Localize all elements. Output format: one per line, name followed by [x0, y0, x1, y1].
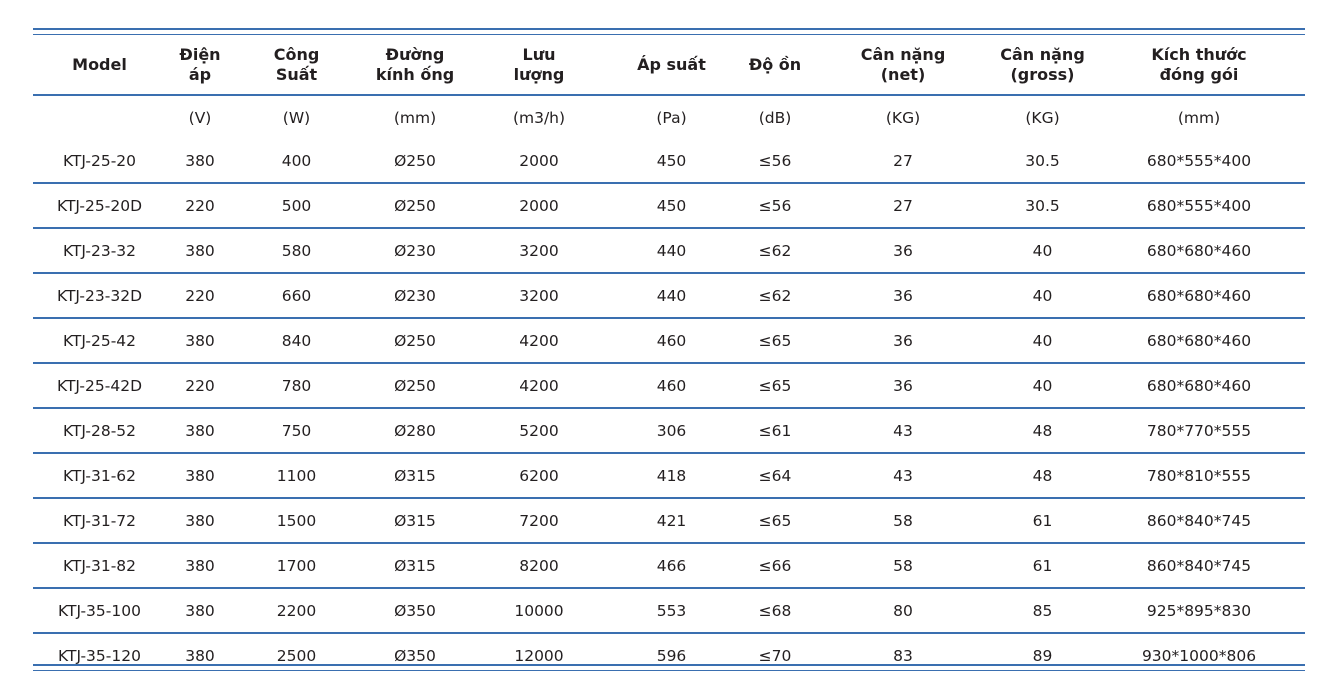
table-cell: 40 — [992, 318, 1093, 363]
table-cell: 680*680*460 — [1093, 318, 1305, 363]
table-row — [33, 273, 1305, 318]
top-rule-thin — [33, 34, 1305, 35]
table-cell: 680*555*400 — [1146, 151, 1252, 170]
table-cell: Ø350 — [359, 633, 471, 677]
table-cell: 27 — [893, 151, 913, 170]
table-cell: 4200 — [471, 363, 607, 408]
table-cell: 220 — [166, 183, 234, 228]
table-cell: 930*1000*806 — [1093, 633, 1305, 677]
table-cell: 220 — [166, 273, 234, 318]
model-cell: KTJ-25-20 — [62, 151, 137, 170]
table-cell: 80 — [814, 588, 992, 633]
table-cell: 89 — [992, 633, 1093, 677]
table-cell: ≤65 — [736, 498, 814, 543]
table-cell: 306 — [607, 408, 736, 453]
table-row — [33, 139, 1305, 183]
table-cell: 3200 — [471, 273, 607, 318]
table-cell: 418 — [607, 453, 736, 498]
table-cell: 466 — [607, 543, 736, 588]
unit-cell: (W) — [282, 108, 311, 127]
col-header-line1: Cân nặng — [1000, 45, 1085, 64]
table-cell: 8200 — [471, 543, 607, 588]
table-cell: 553 — [607, 588, 736, 633]
unit-cell: (KG) — [1025, 108, 1060, 127]
col-header-line1: Model — [72, 55, 127, 74]
table-cell: 10000 — [471, 588, 607, 633]
table-cell: ≤61 — [736, 408, 814, 453]
table-cell: ≤62 — [736, 273, 814, 318]
table-cell: 450 — [607, 183, 736, 228]
table-cell: 380 — [166, 588, 234, 633]
col-header-line1: Cân nặng — [860, 45, 946, 64]
table-cell: 5200 — [471, 408, 607, 453]
table-cell: Ø315 — [359, 453, 471, 498]
col-header-line1: Lưu — [522, 45, 556, 64]
unit-cell: (KG) — [885, 108, 921, 127]
model-cell: KTJ-25-42 — [33, 318, 166, 363]
table-cell: Ø350 — [359, 588, 471, 633]
table-cell: 780*810*555 — [1093, 453, 1305, 498]
model-cell: KTJ-25-42D — [33, 363, 166, 408]
table-cell: 380 — [166, 318, 234, 363]
table-cell: 40 — [992, 273, 1093, 318]
table-cell: 750 — [234, 408, 359, 453]
bottom-rule-thick — [33, 664, 1305, 666]
table-cell: 500 — [234, 183, 359, 228]
table-cell: 860*840*745 — [1093, 498, 1305, 543]
table-cell: Ø315 — [359, 498, 471, 543]
col-header-model — [33, 36, 166, 95]
col-header-line2: lượng — [513, 65, 565, 84]
table-cell: 1700 — [234, 543, 359, 588]
table-row — [33, 453, 1305, 498]
table-cell: 43 — [814, 453, 992, 498]
table-cell: 220 — [166, 363, 234, 408]
table-cell: 12000 — [471, 633, 607, 677]
unit-row — [33, 95, 1305, 139]
table-cell: 440 — [607, 228, 736, 273]
unit-cell: (dB) — [758, 108, 792, 127]
table-cell: 450 — [656, 151, 687, 170]
table-cell: 58 — [814, 543, 992, 588]
table-cell: 58 — [814, 498, 992, 543]
table-cell: 380 — [166, 453, 234, 498]
table-cell: Ø250 — [359, 363, 471, 408]
col-header-line2: Suất — [275, 65, 318, 84]
table-cell: 925*895*830 — [1093, 588, 1305, 633]
table-cell: 440 — [607, 273, 736, 318]
model-cell: KTJ-28-52 — [33, 408, 166, 453]
model-cell: KTJ-23-32 — [33, 228, 166, 273]
table-cell: 36 — [814, 273, 992, 318]
table-cell: Ø230 — [359, 273, 471, 318]
table-cell: 840 — [234, 318, 359, 363]
table-cell: 860*840*745 — [1093, 543, 1305, 588]
table-cell: ≤65 — [736, 318, 814, 363]
col-header-net-weight — [814, 36, 992, 95]
table-cell: Ø280 — [359, 408, 471, 453]
model-cell: KTJ-23-32D — [33, 273, 166, 318]
col-header-line2: đóng gói — [1159, 65, 1239, 84]
table-cell: 780*770*555 — [1093, 408, 1305, 453]
table-cell: Ø230 — [359, 228, 471, 273]
table-cell: 2200 — [234, 588, 359, 633]
unit-cell: (mm) — [393, 108, 437, 127]
table-cell: 61 — [992, 498, 1093, 543]
col-header-line2: kính ống — [375, 65, 455, 84]
unit-cell: (V) — [188, 108, 212, 127]
table-cell: 83 — [814, 633, 992, 677]
table-cell: Ø250 — [359, 183, 471, 228]
top-rule-thick — [33, 28, 1305, 30]
spec-table — [33, 36, 1305, 677]
table-cell: 3200 — [471, 228, 607, 273]
col-header-line2: (net) — [880, 65, 926, 84]
table-cell: 680*680*460 — [1093, 228, 1305, 273]
table-row — [33, 408, 1305, 453]
table-cell: 36 — [814, 318, 992, 363]
col-header-noise — [736, 36, 814, 95]
table-cell: 2000 — [471, 183, 607, 228]
table-cell: ≤68 — [736, 588, 814, 633]
table-cell: ≤56 — [736, 183, 814, 228]
table-row — [33, 543, 1305, 588]
header-row — [33, 36, 1305, 95]
model-cell: KTJ-35-100 — [33, 588, 166, 633]
model-cell: KTJ-31-62 — [33, 453, 166, 498]
table-row — [33, 318, 1305, 363]
table-cell: 43 — [814, 408, 992, 453]
table-cell: 380 — [166, 408, 234, 453]
unit-cell — [33, 95, 166, 139]
unit-cell: (mm) — [1177, 108, 1221, 127]
col-header-line2: (gross) — [1010, 65, 1075, 84]
table-cell: 780 — [234, 363, 359, 408]
table-cell: Ø250 — [359, 318, 471, 363]
table-row — [33, 228, 1305, 273]
table-cell: Ø315 — [359, 543, 471, 588]
table-cell: 596 — [607, 633, 736, 677]
table-cell: 2500 — [234, 633, 359, 677]
table-cell: 2000 — [519, 151, 559, 170]
col-header-line1: Áp suất — [637, 55, 706, 74]
table-cell: 7200 — [471, 498, 607, 543]
table-cell: Ø250 — [394, 151, 436, 170]
table-cell: ≤66 — [736, 543, 814, 588]
table-row — [33, 588, 1305, 633]
table-cell: 380 — [166, 228, 234, 273]
table-cell: 6200 — [471, 453, 607, 498]
model-cell: KTJ-31-82 — [33, 543, 166, 588]
col-header-airflow — [471, 36, 607, 95]
table-row — [33, 183, 1305, 228]
table-cell: 400 — [281, 151, 312, 170]
table-cell: 85 — [992, 588, 1093, 633]
table-row — [33, 498, 1305, 543]
col-header-line1: Điện — [179, 45, 221, 64]
table-cell: 680*555*400 — [1093, 183, 1305, 228]
table-cell: 40 — [992, 228, 1093, 273]
col-header-line1: Đường — [385, 45, 445, 64]
table-cell: 421 — [607, 498, 736, 543]
col-header-line1: Độ ồn — [748, 55, 802, 74]
table-cell: 460 — [607, 363, 736, 408]
table-cell: 61 — [992, 543, 1093, 588]
table-cell: ≤70 — [736, 633, 814, 677]
table-cell: 40 — [992, 363, 1093, 408]
table-cell: 36 — [814, 228, 992, 273]
table-cell: ≤65 — [736, 363, 814, 408]
table-cell: 460 — [607, 318, 736, 363]
table-row — [33, 363, 1305, 408]
table-cell: 660 — [234, 273, 359, 318]
col-header-line1: Kích thước — [1151, 45, 1247, 64]
col-header-power — [234, 36, 359, 95]
table-cell: 4200 — [471, 318, 607, 363]
table-cell: 580 — [234, 228, 359, 273]
table-cell: 680*680*460 — [1093, 273, 1305, 318]
col-header-package-size — [1093, 36, 1305, 95]
model-cell: KTJ-31-72 — [33, 498, 166, 543]
table-cell: 680*680*460 — [1093, 363, 1305, 408]
col-header-diameter — [359, 36, 471, 95]
bottom-rule-thin — [33, 670, 1305, 671]
col-header-gross-weight — [992, 36, 1093, 95]
table-cell: 1100 — [234, 453, 359, 498]
table-cell: ≤56 — [758, 151, 792, 170]
table-cell: 380 — [185, 151, 215, 170]
unit-cell: (Pa) — [656, 108, 687, 127]
table-cell: 380 — [166, 633, 234, 677]
unit-cell: (m3/h) — [512, 108, 566, 127]
col-header-line1: Công — [273, 45, 320, 64]
table-cell: 1500 — [234, 498, 359, 543]
table-cell: 30.5 — [992, 183, 1093, 228]
table-cell: ≤62 — [736, 228, 814, 273]
table-cell: 48 — [992, 408, 1093, 453]
table-cell: ≤64 — [736, 453, 814, 498]
table-cell: 48 — [992, 453, 1093, 498]
table-cell: 380 — [166, 498, 234, 543]
table-cell: 36 — [814, 363, 992, 408]
col-header-voltage — [166, 36, 234, 95]
col-header-pressure — [607, 36, 736, 95]
table-cell: 30.5 — [1025, 151, 1060, 170]
table-cell: 380 — [166, 543, 234, 588]
table-cell: 27 — [814, 183, 992, 228]
model-cell: KTJ-25-20D — [33, 183, 166, 228]
model-cell: KTJ-35-120 — [33, 633, 166, 677]
col-header-line2: áp — [188, 65, 212, 84]
